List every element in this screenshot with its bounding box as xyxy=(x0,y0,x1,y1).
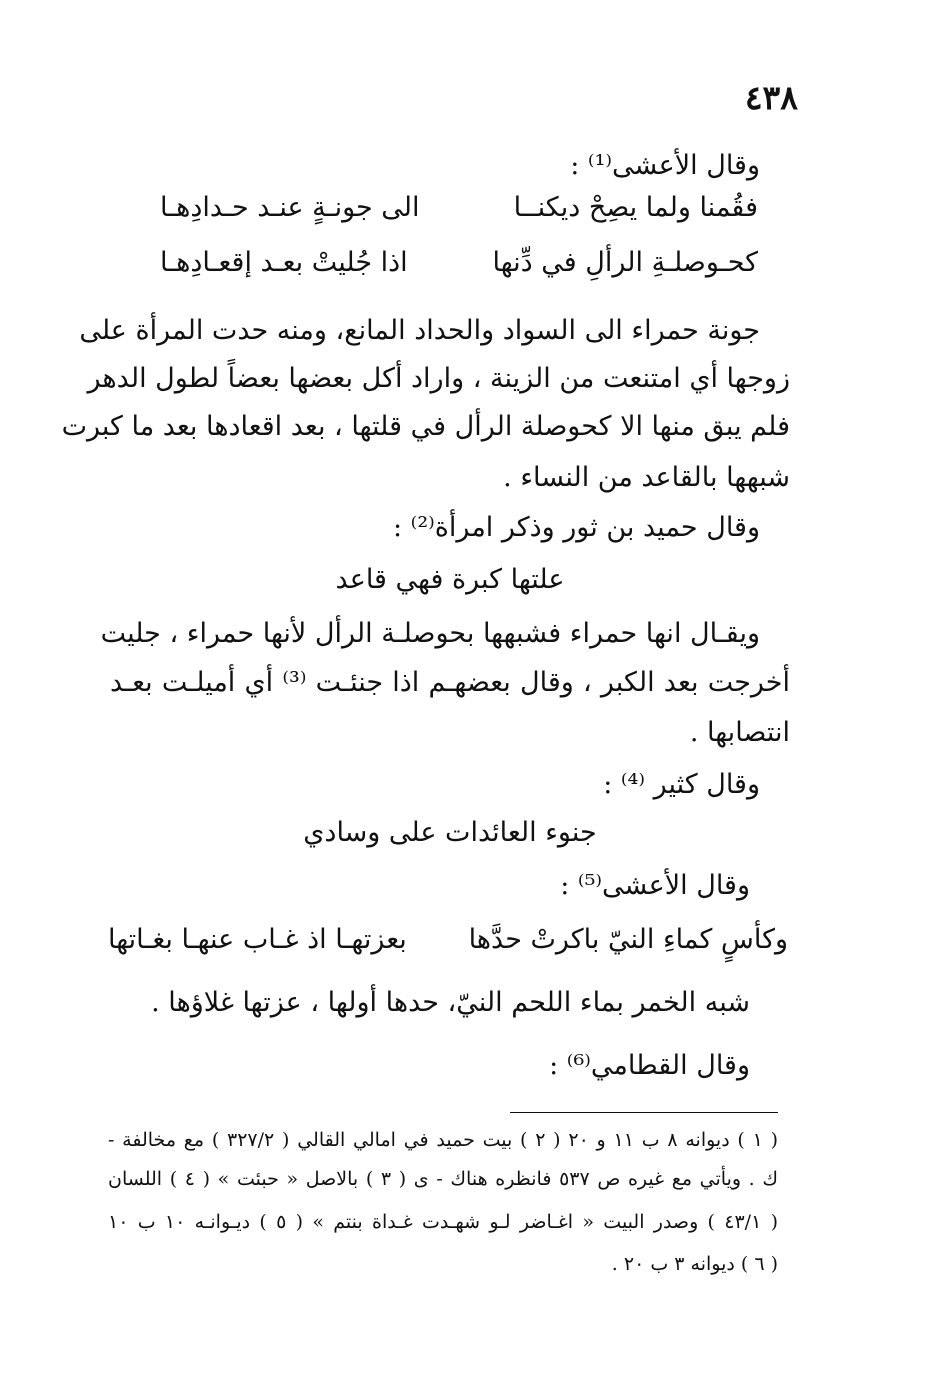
text-line: وقال كثير ⁽⁴⁾ : xyxy=(603,769,760,800)
text-line: شبهها بالقاعد من النساء . xyxy=(503,462,790,493)
text-line: وقال الأعشى⁽¹⁾ : xyxy=(570,150,760,181)
verse-hemistich: اذا جُليتْ بعـد إقعـادِهـا xyxy=(160,247,408,278)
page-number: ٤٣٨ xyxy=(744,78,798,117)
text-line: انتصابها . xyxy=(689,717,790,748)
verse-line xyxy=(160,188,758,228)
text-line: وقال الأعشى⁽⁵⁾ : xyxy=(560,870,750,901)
footnote-line: ك . ويأتي مع غيره ص ٥٣٧ فانظره هناك - ى ( ٣ ) بالاصل « حبئت » ( ٤ ) اللسان xyxy=(108,1168,779,1190)
verse-hemistich: فقُمنا ولما يصِحْ ديكنــا xyxy=(513,192,758,223)
text-line: أخرجت بعد الكبر ، وقال بعضهـم اذا جنئـت ⁽³⁾ أي أميلـت بعـد xyxy=(110,667,790,698)
verse-line: علتها كبرة فهي قاعد xyxy=(335,564,565,595)
text-line: جونة حمراء الى السواد والحداد المانع، ومنه حدت المرأة على xyxy=(79,315,760,346)
text-line: شبه الخمر بماء اللحم النيّ، حدها أولها ، عزتها غلاؤها . xyxy=(151,987,750,1018)
verse-hemistich: وكأسٍ كماءِ النيّ باكرتْ حدَّها xyxy=(468,924,788,955)
text-line: فلم يبق منها الا كحوصلة الرأل في قلتها ، بعد اقعادها بعد ما كبرت xyxy=(61,411,790,442)
verse-line xyxy=(160,243,758,283)
text-line: زوجها أي امتنعت من الزينة ، واراد أكل بعضها بعضاً لطول الدهر xyxy=(87,363,790,394)
verse-hemistich: بعزتهـا اذ غـاب عنهـا بغـاتها xyxy=(108,924,407,955)
footnote-line: ( ٦ ) ديوانه ٣ ب ٢٠ . xyxy=(611,1253,778,1275)
verse-hemistich: الى جونـةٍ عنـد حـدادِهـا xyxy=(160,192,420,223)
verse-line xyxy=(108,920,788,960)
footnote-line: ( ١ ) ديوانه ٨ ب ١١ و ٢٠ ( ٢ ) بيت حميد في امالي القالي ( ٣٢٧/٢ ) مع مخالفة - xyxy=(108,1129,779,1151)
verse-line: جنوء العائدات على وسادي xyxy=(303,817,597,848)
text-line: وقال حميد بن ثور وذكر امرأة⁽²⁾ : xyxy=(393,512,760,543)
footnote-line: ( ٤٣/١ ) وصدر البيت « اغـاضر لـو شهـدت غـداة بنتم » ( ٥ ) ديـوانـه ١٠ ب ١٠ xyxy=(108,1211,779,1233)
text-line: ويقـال انها حمراء فشبهها بحوصلـة الرأل لأنها حمراء ، جليت xyxy=(100,618,760,649)
verse-hemistich: كحـوصلـةِ الرألِ في دِّنها xyxy=(492,247,758,278)
footnote-divider xyxy=(510,1112,778,1113)
text-line: وقال القطامي⁽⁶⁾ : xyxy=(549,1050,750,1081)
